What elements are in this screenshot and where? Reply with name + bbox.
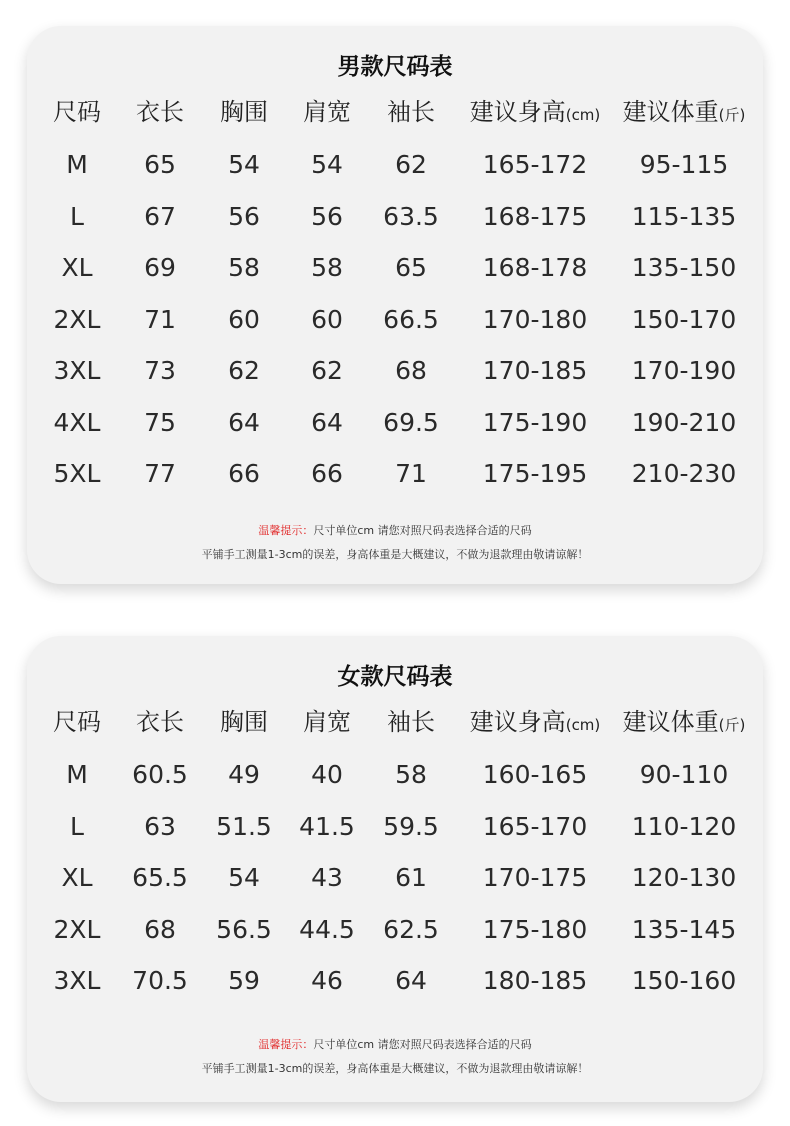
men-table-cell: 64 <box>228 407 260 437</box>
women-table-cell: 90-110 <box>639 760 729 789</box>
men-note-text: 尺寸单位cm 请您对照尺码表选择合适的尺码 <box>313 524 532 537</box>
men-table-cell: 168-175 <box>482 201 588 231</box>
men-header-label: 尺码 <box>53 98 101 126</box>
women-table-cell: 110-120 <box>631 811 737 841</box>
women-table-cell: 2XL <box>53 914 101 944</box>
men-table-cell: 65 <box>395 253 427 282</box>
women-table-cell: M <box>66 760 88 789</box>
men-table-cell: 190-210 <box>631 407 737 437</box>
men-note-line-2: 平铺手工测量1-3cm的误差，身高体重是大概建议，不做为退款理由敬请谅解！ <box>201 548 589 561</box>
women-table-cell: 135-145 <box>631 914 737 944</box>
men-header-col-5 <box>470 100 601 124</box>
women-table-cell: 170-175 <box>482 863 588 892</box>
women-note-label: 温馨提示： <box>258 1038 314 1051</box>
men-table-cell: 5XL <box>53 459 101 488</box>
women-table-cell: 160-165 <box>482 760 588 789</box>
women-header-col-6 <box>623 710 746 734</box>
women-header-col-1 <box>136 710 184 734</box>
men-note-line-1 <box>27 522 763 538</box>
men-table-cell: 63.5 <box>383 201 439 231</box>
women-table-cell: 60.5 <box>132 760 188 789</box>
women-table-cell: 3XL <box>53 966 101 995</box>
women-table-cell: 70.5 <box>132 966 188 995</box>
women-header-label: 袖长 <box>387 708 435 736</box>
women-table-cell: 175-180 <box>482 914 588 944</box>
men-table-cell: 69.5 <box>383 407 439 437</box>
men-table-cell: 69 <box>144 253 176 282</box>
women-header-col-5 <box>470 710 601 734</box>
women-table-cell: 64 <box>395 966 427 995</box>
men-header-col-1 <box>136 100 184 124</box>
men-table-cell: 71 <box>144 304 176 334</box>
men-table-cell: 2XL <box>53 304 101 334</box>
women-header-unit: (cm) <box>565 716 601 734</box>
women-table-cell: 54 <box>228 863 260 892</box>
men-table-cell: 170-180 <box>482 304 588 334</box>
women-table-cell: 180-185 <box>482 966 588 995</box>
women-header-unit: (斤) <box>718 716 746 734</box>
men-table-cell: 66 <box>311 459 343 488</box>
women-header-label: 肩宽 <box>303 708 351 736</box>
men-table-cell: 165-172 <box>482 150 588 179</box>
men-table-cell: 58 <box>228 253 260 282</box>
men-table-cell: 62 <box>228 356 260 385</box>
women-header-label: 建议体重 <box>622 708 719 736</box>
men-size-chart-card <box>27 26 763 584</box>
men-header-unit: (cm) <box>565 106 601 124</box>
men-table-cell: 168-178 <box>482 253 588 282</box>
women-header-label: 衣长 <box>136 708 184 736</box>
women-header-col-4 <box>387 710 435 734</box>
men-table-cell: 67 <box>144 201 176 231</box>
men-table-cell: XL <box>61 253 93 282</box>
men-table-cell: 54 <box>228 150 260 179</box>
women-header-col-0 <box>53 710 101 734</box>
men-table-cell: 56 <box>228 201 260 231</box>
women-table-cell: 165-170 <box>482 811 588 841</box>
women-table-cell: 150-160 <box>631 966 737 995</box>
men-table-cell: 135-150 <box>631 253 737 282</box>
men-table-cell: 170-185 <box>482 356 588 385</box>
men-header-label: 衣长 <box>136 98 184 126</box>
women-header-label: 尺码 <box>53 708 101 736</box>
women-header-col-3 <box>303 710 351 734</box>
women-note-line-1 <box>27 1036 763 1052</box>
men-table-cell: M <box>66 150 88 179</box>
men-table-cell: 3XL <box>53 356 101 385</box>
women-table-cell: L <box>70 811 84 841</box>
men-header-label: 建议体重 <box>622 98 719 126</box>
men-table-cell: 75 <box>144 407 176 437</box>
women-table-cell: 46 <box>311 966 343 995</box>
women-table-cell: 43 <box>311 863 343 892</box>
men-table-cell: 175-190 <box>482 407 588 437</box>
men-table-cell: 170-190 <box>631 356 737 385</box>
men-header-label: 胸围 <box>220 98 268 126</box>
men-table-cell: 64 <box>311 407 343 437</box>
men-header-col-6 <box>623 100 746 124</box>
women-table-cell: 68 <box>144 914 176 944</box>
women-size-chart-card <box>27 636 763 1102</box>
women-table-cell: 120-130 <box>631 863 737 892</box>
men-table-cell: 175-195 <box>482 459 588 488</box>
women-header-label: 建议身高 <box>469 708 566 736</box>
men-header-label: 肩宽 <box>303 98 351 126</box>
men-header-unit: (斤) <box>718 106 746 124</box>
men-header-col-4 <box>387 100 435 124</box>
men-table-cell: 77 <box>144 459 176 488</box>
women-table-cell: 58 <box>395 760 427 789</box>
women-note-text: 尺寸单位cm 请您对照尺码表选择合适的尺码 <box>313 1038 532 1051</box>
women-table-cell: 56.5 <box>216 914 272 944</box>
men-note-label: 温馨提示： <box>258 524 314 537</box>
men-table-cell: 65 <box>144 150 176 179</box>
men-header-col-3 <box>303 100 351 124</box>
men-table-cell: 115-135 <box>631 201 737 231</box>
men-table-cell: 4XL <box>53 407 101 437</box>
men-table-cell: 60 <box>311 304 343 334</box>
men-header-col-2 <box>220 100 268 124</box>
men-table-cell: 60 <box>228 304 260 334</box>
men-table-cell: 66.5 <box>383 304 439 334</box>
women-header-label: 胸围 <box>220 708 268 736</box>
men-table-cell: 58 <box>311 253 343 282</box>
women-table-cell: 44.5 <box>299 914 355 944</box>
men-table-cell: 62 <box>395 150 427 179</box>
men-chart-title: 男款尺码表 <box>337 54 453 80</box>
women-table-cell: 63 <box>144 811 176 841</box>
women-table-cell: 59.5 <box>383 811 439 841</box>
men-table-cell: 95-115 <box>639 150 729 179</box>
men-header-col-0 <box>53 100 101 124</box>
men-table-cell: 54 <box>311 150 343 179</box>
men-table-cell: 71 <box>395 459 427 488</box>
men-header-label: 建议身高 <box>469 98 566 126</box>
women-table-cell: 51.5 <box>216 811 272 841</box>
women-table-cell: 40 <box>311 760 343 789</box>
women-header-col-2 <box>220 710 268 734</box>
women-table-cell: 41.5 <box>299 811 355 841</box>
men-table-cell: 62 <box>311 356 343 385</box>
men-table-cell: 73 <box>144 356 176 385</box>
women-table-cell: 65.5 <box>132 863 188 892</box>
men-table-cell: 68 <box>395 356 427 385</box>
men-table-cell: 150-170 <box>631 304 737 334</box>
men-table-cell: 56 <box>311 201 343 231</box>
men-table-cell: L <box>70 201 84 231</box>
men-header-label: 袖长 <box>387 98 435 126</box>
men-table-cell: 210-230 <box>631 459 737 488</box>
women-table-cell: XL <box>61 863 93 892</box>
women-table-cell: 61 <box>395 863 427 892</box>
women-table-cell: 59 <box>228 966 260 995</box>
men-table-cell: 66 <box>228 459 260 488</box>
women-note-line-2: 平铺手工测量1-3cm的误差，身高体重是大概建议，不做为退款理由敬请谅解！ <box>201 1062 589 1075</box>
women-chart-title: 女款尺码表 <box>337 664 453 690</box>
women-table-cell: 49 <box>228 760 260 789</box>
women-table-cell: 62.5 <box>383 914 439 944</box>
